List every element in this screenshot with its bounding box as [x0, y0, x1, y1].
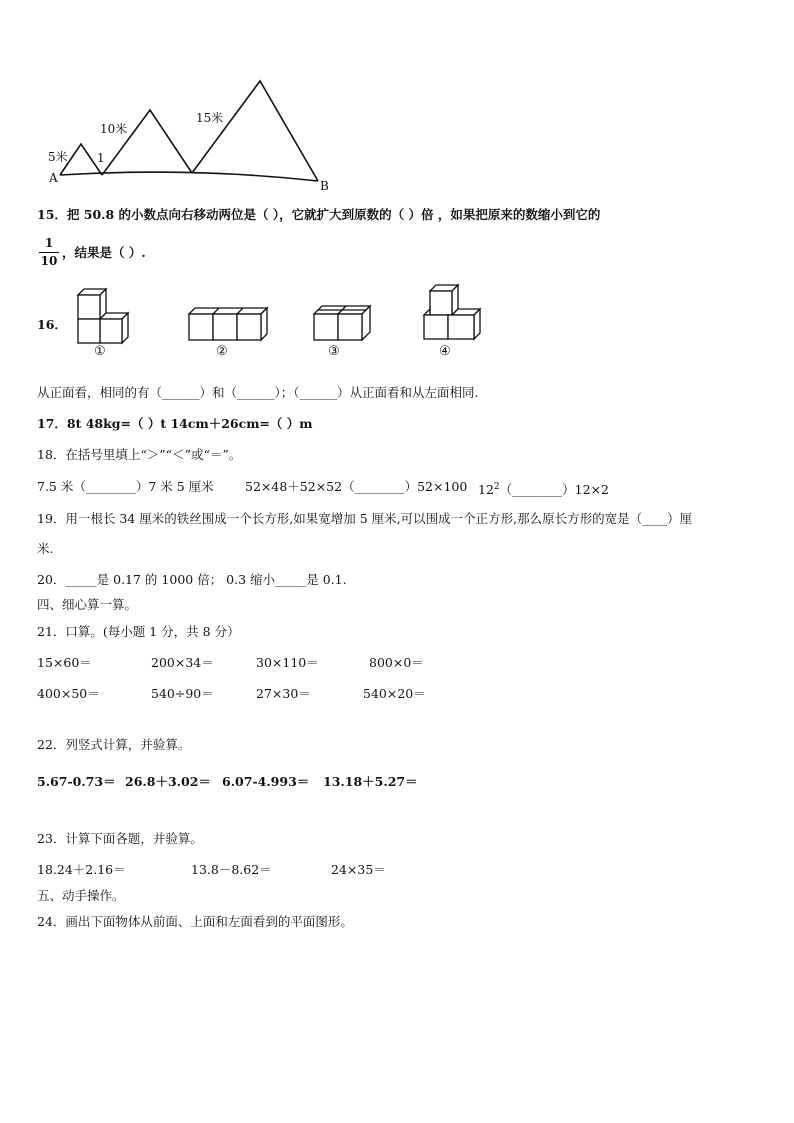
mountain-label-1: 1	[97, 151, 105, 165]
mountain-label-5m: 5米	[48, 150, 68, 164]
mountain-label-15m: 15米	[196, 111, 224, 125]
q21-title: 21．口算。(每小题 1 分，共 8 分）	[37, 624, 240, 639]
q22-title: 22．列竖式计算，并验算。	[37, 737, 191, 752]
q23-item3: 24×35＝	[331, 862, 386, 877]
mountain-label-a: A	[49, 171, 58, 185]
q21-row1-item3: 30×110＝	[256, 655, 319, 670]
q15-line2: ，结果是（ ）.	[62, 245, 146, 260]
q15-fraction	[37, 236, 61, 269]
cube-figure-4	[422, 283, 492, 345]
q18-title: 18．在括号里填上“＞”“＜”或“＝”。	[37, 447, 242, 462]
q16-figure-label-3: ③	[328, 344, 340, 359]
q16-number: 16．	[37, 317, 67, 332]
q22-item4: 13.18＋5.27＝	[323, 774, 418, 789]
q18-item-c	[478, 479, 609, 498]
section5-title: 五、动手操作。	[37, 888, 125, 903]
q23-item1: 18.24＋2.16＝	[37, 862, 126, 877]
q24-title: 24．画出下面物体从前面、上面和左面看到的平面图形。	[37, 914, 353, 929]
q18-item-a: 7.5 米（________）7 米 5 厘米	[37, 479, 214, 494]
cube-figure-1	[76, 287, 146, 347]
q18-item-b: 52×48＋52×52（________）52×100	[245, 479, 468, 494]
q18-item-c-exponent: 2	[493, 482, 500, 492]
q20-text: 20．_____是 0.17 的 1000 倍； 0.3 缩小_____是 0.1.	[37, 572, 347, 587]
q16-figure-label-1: ①	[94, 344, 106, 359]
q16-figure-label-4: ④	[439, 344, 451, 359]
q17-text: 17．8t 48kg=（ ）t 14cm＋26cm=（ ）m	[37, 416, 313, 431]
q23-item2: 13.8－8.62＝	[191, 862, 272, 877]
mountain-peak-medium	[102, 110, 192, 175]
q18-item-c-rest: （________）12×2	[499, 482, 609, 498]
mountain-label-10m: 10米	[100, 122, 128, 136]
q22-item3: 6.07-4.993＝	[222, 774, 310, 789]
q21-row1-item4: 800×0＝	[369, 655, 424, 670]
mountain-ground-line	[60, 172, 318, 181]
q22-item2: 26.8＋3.02＝	[125, 774, 211, 789]
q15-fraction-denominator: 10	[40, 254, 58, 268]
mountain-path-figure	[40, 75, 380, 195]
q21-row2-item1: 400×50＝	[37, 686, 100, 701]
q21-row2-item3: 27×30＝	[256, 686, 311, 701]
q18-item-c-base: 12	[478, 482, 494, 498]
cube-figure-2	[187, 306, 277, 346]
q21-row1-item2: 200×34＝	[151, 655, 214, 670]
cube-figure-3	[312, 304, 382, 346]
q15-fraction-numerator: 1	[44, 236, 54, 250]
q19-line1: 19．用一根长 34 厘米的铁丝围成一个长方形,如果宽增加 5 厘米,可以围成一个正方形,那么原长方形的宽是（____）厘	[37, 511, 693, 526]
q23-title: 23．计算下面各题，并验算。	[37, 831, 203, 846]
mountain-peak-large	[192, 81, 318, 181]
fraction-bar	[39, 252, 59, 253]
q21-row1-item1: 15×60＝	[37, 655, 92, 670]
q16-figure-label-2: ②	[216, 344, 228, 359]
q21-row2-item2: 540÷90＝	[151, 686, 214, 701]
q21-row2-item4: 540×20＝	[363, 686, 426, 701]
q22-item1: 5.67-0.73＝	[37, 774, 116, 789]
mountain-label-b: B	[320, 179, 329, 193]
q16-text: 从正面看，相同的有（______）和（______）；（______）从正面看和从左面相同.	[37, 385, 479, 400]
q19-line2: 米.	[37, 541, 54, 556]
section4-title: 四、细心算一算。	[37, 597, 138, 612]
q15-line1: 15．把 50.8 的小数点向右移动两位是（ ），它就扩大到原数的（ ）倍 ，如果把原来的数缩小到它的	[37, 207, 601, 222]
